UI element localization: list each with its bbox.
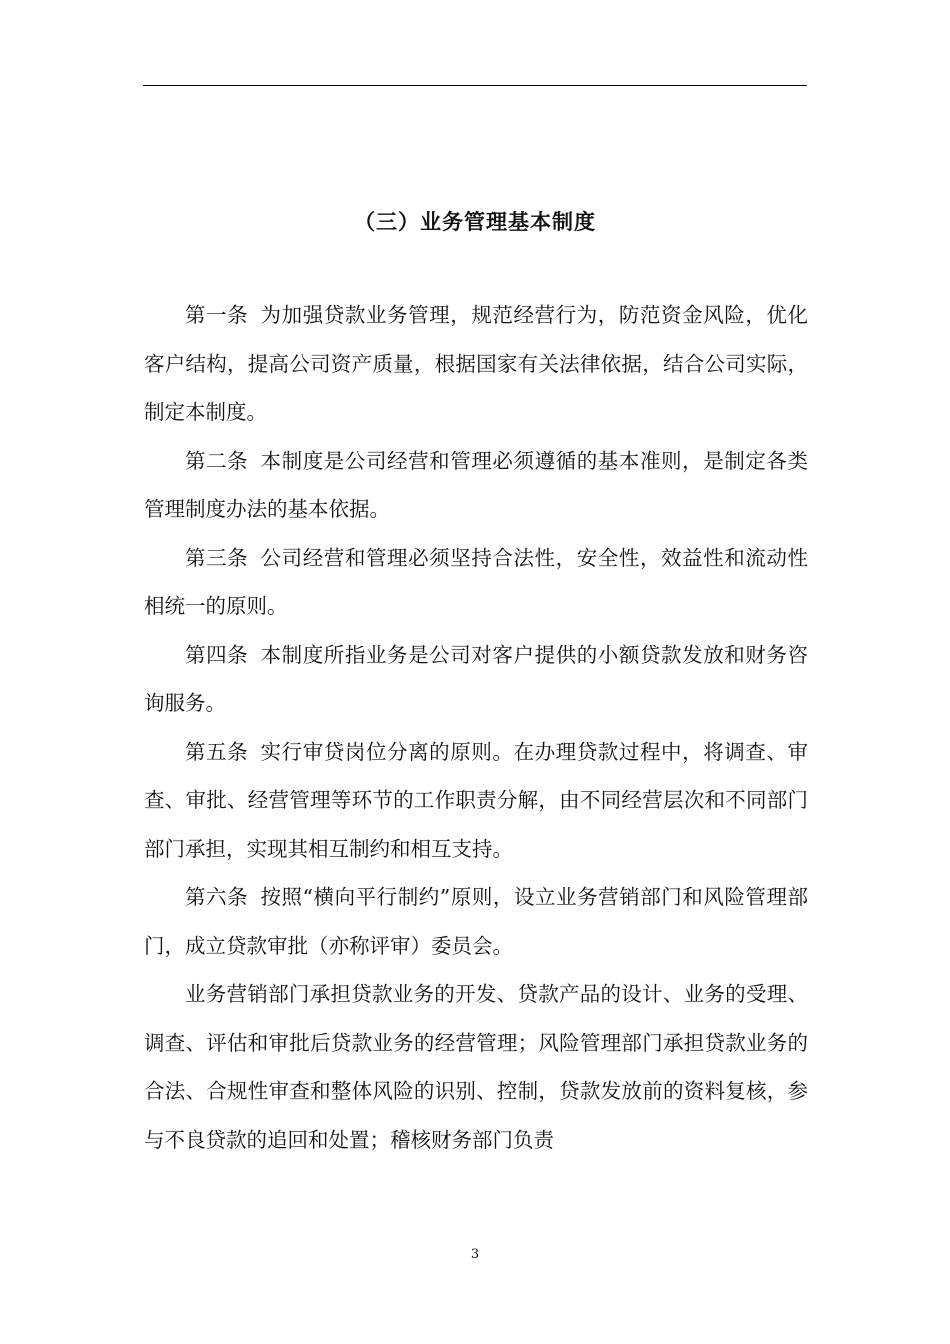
article-text: 本制度所指业务是公司对客户提供的小额贷款发放和财务咨询服务。	[144, 642, 809, 715]
article-2	[144, 437, 808, 534]
article-number: 第二条	[185, 448, 249, 473]
article-number: 第六条	[185, 885, 249, 909]
article-text: 实行审贷岗位分离的原则。在办理贷款过程中，将调查、审查、审批、经营管理等环节的工作职责分解，由不同经营层次和不同部门部门承担，实现其相互制约和相互支持。	[144, 739, 809, 861]
article-1	[144, 291, 808, 437]
article-number: 第四条	[185, 642, 249, 667]
article-number: 第五条	[185, 739, 249, 764]
article-text: 按照“横向平行制约”原则，设立业务营销部门和风险管理部门，成立贷款审批（亦称评审）委员会。	[144, 885, 809, 958]
article-text: 公司经营和管理必须坚持合法性，安全性，效益性和流动性相统一的原则。	[144, 545, 809, 618]
document-body	[144, 291, 808, 1164]
article-4	[144, 631, 808, 728]
article-5	[144, 728, 808, 874]
page-number: 3	[470, 1247, 480, 1262]
article-text: 本制度是公司经营和管理必须遵循的基本准则，是制定各类管理制度办法的基本依据。	[144, 448, 809, 521]
article-number: 第三条	[185, 545, 249, 570]
section-title: （三）业务管理基本制度	[354, 209, 596, 234]
article-6	[144, 873, 808, 970]
header-rule	[143, 85, 807, 86]
article-number: 第一条	[185, 303, 249, 327]
article-text: 为加强贷款业务管理，规范经营行为，防范资金风险，优化客户结构，提高公司资产质量，根据国家有关法律依据，结合公司实际，制定本制度。	[144, 303, 809, 424]
article-3	[144, 534, 808, 631]
paragraph-text: 业务营销部门承担贷款业务的开发、贷款产品的设计、业务的受理、调查、评估和审批后贷款业务的经营管理；风险管理部门承担贷款业务的合法、合规性审查和整体风险的识别、控制，贷款发放前的资料复核，参与不良贷款的追回和处置；稽核财务部门负责	[144, 982, 808, 1152]
article-6-detail	[144, 970, 808, 1164]
